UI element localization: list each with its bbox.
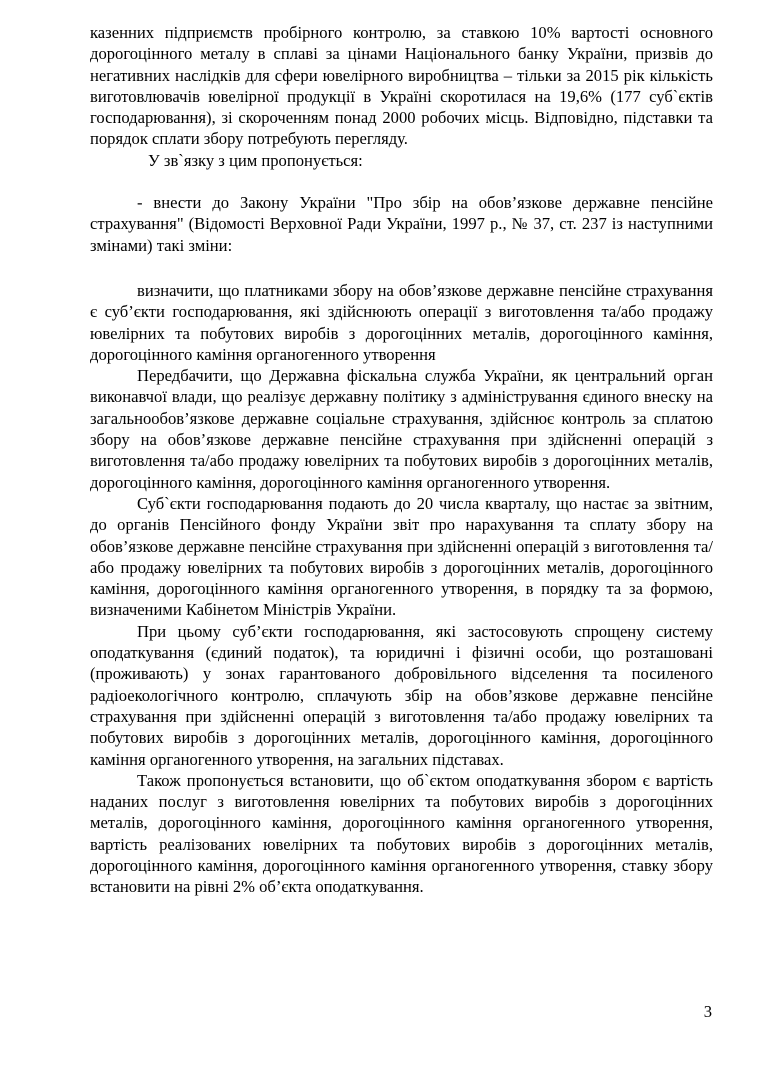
page-number: 3 [703,1002,712,1021]
paragraph-proposal-intro: У зв`язку з цим пропонується: [148,150,363,170]
paragraph-law-amendment: - внести до Закону України "Про збір на обов’язкове державне пенсійне страхування" (Відомості Верховної Ради України, 1997 р., № 37, ст. 237 із наступними змінами) такі зміни: [90,193,713,255]
paragraph-reporting: Суб`єкти господарювання подають до 20 числа кварталу, що настає за звітним, до органів Пенсійного фонду України звіт про нарахування та сплату збору на обов’язкове державне пенсійне страхування при здійсненні операцій з виготовлення та/або продажу ювелірних та побутових виробів з дорогоцінних металів, дорогоцінного каміння, дорогоцінного каміння органогенного утворення, в порядку та за формою, визначеними Кабінетом Міністрів України. [90,493,713,620]
paragraph-impact: казенних підприємств пробірного контролю, за ставкою 10% вартості основного дорогоцінного металу в сплаві за цінами Національного банку України, призвів до негативних наслідків для сфери ювелірного виробництва – тільки за 2015 рік кількість виготовлювачів ювелірної продукції в Україні скоротилася на 19,6% (177 суб`єктів господарювання), зі скороченням понад 2000 робочих місць. Відповідно, підставки та порядок сплати збору потребують перегляду. [90,23,713,149]
paragraph-payers: визначити, що платниками збору на обов’язкове державне пенсійне страхування є суб’єкти господарювання, які здійснюють операції з виготовлення та/або продажу ювелірних та побутових виробів з дорогоцінних металів, дорогоцінного каміння, дорогоцінного каміння органогенного утворення [90,280,713,364]
paragraph-simplified-tax: При цьому суб’єкти господарювання, які застосовують спрощену систему оподаткування (єдиний податок), та юридичні і фізичні особи, що розташовані (проживають) у зонах гарантованого добровільного відселення та посиленого радіоекологічного контролю, сплачують збір на обов’язкове державне пенсійне страхування при здійсненні операцій з виготовлення та/або продажу ювелірних та побутових виробів з дорогоцінних металів, дорогоцінного каміння, дорогоцінного каміння органогенного утворення, на загальних підставах. [90,621,713,769]
paragraph-tax-object: Також пропонується встановити, що об`єктом оподаткування збором є вартість наданих послуг з виготовлення ювелірних та побутових виробів з дорогоцінних металів, дорогоцінного каміння, дорогоцінного каміння органогенного утворення, вартість реалізованих ювелірних та побутових виробів з дорогоцінних металів, дорогоцінного каміння, дорогоцінного каміння органогенного утворення, ставку збору встановити на рівні 2% об’єкта оподаткування. [90,770,713,897]
paragraph-fiscal-service: Передбачити, що Державна фіскальна служба України, як центральний орган виконавчої влади, що реалізує державну політику з адміністрування єдиного внеску на загальнообов’язкове державне соціальне страхування, здійснює контроль за сплатою збору на обов’язкове державне пенсійне страхування при здійсненні операцій з виготовлення та/або продажу ювелірних та побутових виробів з дорогоцінних металів, дорогоцінного каміння, дорогоцінного каміння органогенного утворення. [90,366,713,492]
document-body [90,22,713,898]
